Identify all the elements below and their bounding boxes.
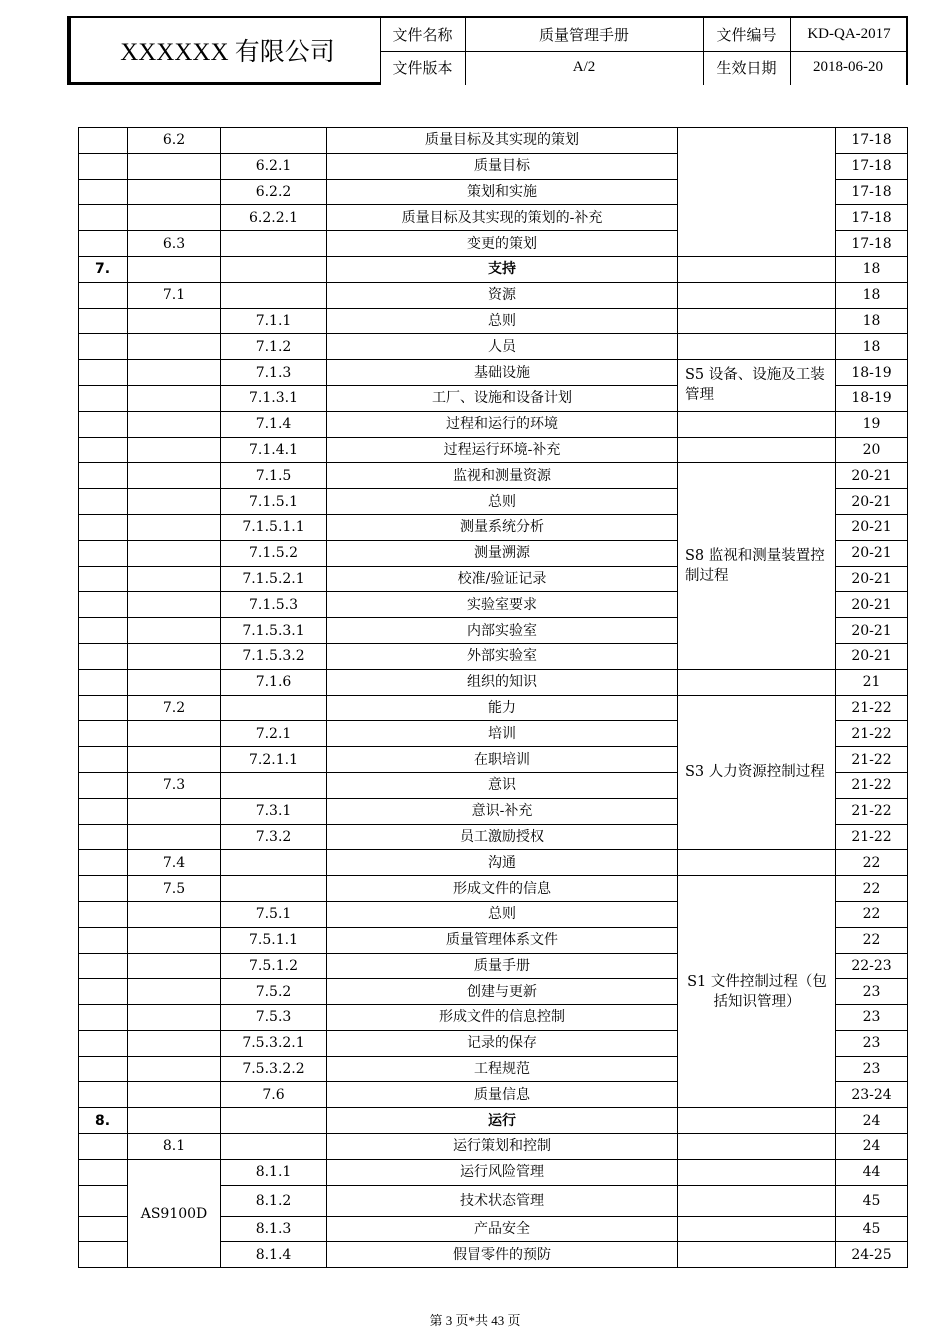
subsection-number: 8.1.2 [221,1185,327,1216]
section-number: 7.3 [128,772,221,798]
table-row [79,1159,908,1185]
version-label: 文件版本 [392,61,453,77]
section-title: 过程运行环境-补充 [327,437,678,463]
chapter-number [79,747,128,773]
section-number [128,669,221,695]
page-range: 20-21 [836,489,908,515]
section-title: 意识-补充 [327,798,678,824]
subsection-number: 7.2.1.1 [221,747,327,773]
section-number [128,385,221,411]
page-range: 21-22 [836,798,908,824]
section-title: 外部实验室 [327,643,678,669]
subsection-number: 6.2.2 [221,179,327,205]
chapter-number [79,901,128,927]
subsection-number: 7.6 [221,1082,327,1108]
subsection-number: 7.5.1.1 [221,927,327,953]
section-title: 质量目标及其实现的策划 [327,128,678,154]
section-title: 沟通 [327,850,678,876]
chapter-number [79,824,128,850]
table-row [79,850,908,876]
subsection-number: 7.1.6 [221,669,327,695]
header-rule [67,82,380,85]
section-number: 6.3 [128,231,221,257]
subsection-number: 7.1.1 [221,308,327,334]
page-range: 24 [836,1108,908,1134]
page-range: 20-21 [836,618,908,644]
page-range: 19 [836,411,908,437]
chapter-number [79,772,128,798]
procedure-reference [678,437,836,463]
document-header [67,16,908,85]
section-title: 基础设施 [327,360,678,386]
chapter-number [79,1185,128,1216]
page-range: 18 [836,334,908,360]
page-range: 17-18 [836,153,908,179]
section-number [128,979,221,1005]
subsection-number [221,850,327,876]
subsection-number: 7.5.3.2.2 [221,1056,327,1082]
section-title: 质量目标及其实现的策划的-补充 [327,205,678,231]
subsection-number: 7.5.3.2.1 [221,1030,327,1056]
chapter-number [79,1030,128,1056]
subsection-number: 6.2.2.1 [221,205,327,231]
subsection-number: 7.5.1 [221,901,327,927]
chapter-number [79,979,128,1005]
procedure-reference: S3 人力资源控制过程 [678,695,836,850]
section-title: 组织的知识 [327,669,678,695]
subsection-number: 7.5.1.2 [221,953,327,979]
table-row [79,411,908,437]
table-row [79,308,908,334]
section-number [128,540,221,566]
subsection-number: 7.1.4 [221,411,327,437]
chapter-number [79,876,128,902]
section-title: 资源 [327,282,678,308]
table-row [79,876,908,902]
table-row [79,437,908,463]
section-title: 形成文件的信息 [327,876,678,902]
page-footer: 第 3 页*共 43 页 [429,1313,521,1328]
chapter-number [79,463,128,489]
page-range: 22 [836,901,908,927]
section-title: 运行策划和控制 [327,1134,678,1160]
page-range: 18 [836,308,908,334]
procedure-reference [678,308,836,334]
procedure-reference: S1 文件控制过程（包括知识管理） [678,876,836,1108]
section-number [128,798,221,824]
page-range: 21-22 [836,695,908,721]
page-range: 21-22 [836,721,908,747]
subsection-number: 6.2.1 [221,153,327,179]
page-range: 21 [836,669,908,695]
section-title: 测量溯源 [327,540,678,566]
section-number [128,411,221,437]
section-number: 7.5 [128,876,221,902]
chapter-number [79,231,128,257]
procedure-reference [678,1134,836,1160]
page-range: 17-18 [836,128,908,154]
procedure-reference [678,1108,836,1134]
subsection-number [221,695,327,721]
subsection-number: 7.1.5.2 [221,540,327,566]
section-title: 记录的保存 [327,1030,678,1056]
section-title: 工程规范 [327,1056,678,1082]
chapter-number [79,1134,128,1160]
chapter-number [79,1005,128,1031]
section-title: 培训 [327,721,678,747]
section-title: 创建与更新 [327,979,678,1005]
subsection-number: 7.3.2 [221,824,327,850]
section-number [128,566,221,592]
chapter-number [79,128,128,154]
section-title: 总则 [327,308,678,334]
page-range: 22-23 [836,953,908,979]
page-range: 18 [836,256,908,282]
chapter-number [79,1056,128,1082]
procedure-reference: S5 设备、设施及工装管理 [678,360,836,412]
page-range: 18-19 [836,360,908,386]
chapter-number [79,385,128,411]
chapter-number [79,514,128,540]
section-number [128,643,221,669]
doc-no: KD-QA-2017 [807,26,891,42]
page-range: 22 [836,876,908,902]
page-range: 45 [836,1185,908,1216]
page-range: 22 [836,927,908,953]
page-range: 21-22 [836,824,908,850]
section-title: 总则 [327,489,678,515]
procedure-reference [678,1242,836,1268]
page-range: 17-18 [836,231,908,257]
chapter-number [79,489,128,515]
procedure-reference [678,334,836,360]
chapter-number [79,411,128,437]
section-number [128,334,221,360]
page-range: 21-22 [836,747,908,773]
table-row [79,128,908,154]
effective-label: 生效日期 [716,61,777,77]
subsection-number [221,1134,327,1160]
page-range: 23 [836,1030,908,1056]
page-range: 20-21 [836,514,908,540]
page-range: 45 [836,1216,908,1242]
page-range: 22 [836,850,908,876]
procedure-reference [678,850,836,876]
page-range: 23 [836,1056,908,1082]
section-title: 测量系统分析 [327,514,678,540]
subsection-number: 7.1.5.2.1 [221,566,327,592]
section-title: 策划和实施 [327,179,678,205]
page-range: 18 [836,282,908,308]
section-title: 员工激励授权 [327,824,678,850]
section-number [128,1108,221,1134]
chapter-number [79,721,128,747]
page-range: 20-21 [836,566,908,592]
subsection-number [221,282,327,308]
chapter-number [79,437,128,463]
subsection-number [221,128,327,154]
procedure-reference [678,669,836,695]
section-title: 质量手册 [327,953,678,979]
section-title: 工厂、设施和设备计划 [327,385,678,411]
subsection-number: 8.1.4 [221,1242,327,1268]
procedure-reference [678,1216,836,1242]
page-range: 24 [836,1134,908,1160]
section-title: 运行 [327,1108,678,1134]
chapter-number [79,308,128,334]
chapter-number [79,205,128,231]
subsection-number: 7.1.4.1 [221,437,327,463]
section-number [128,1005,221,1031]
section-number: 8.1 [128,1134,221,1160]
subsection-number: 8.1.1 [221,1159,327,1185]
table-row [79,334,908,360]
page-range: 17-18 [836,205,908,231]
contents-table [78,127,908,1268]
procedure-reference: S8 监视和测量装置控制过程 [678,463,836,669]
chapter-number [79,695,128,721]
doc-name-label: 文件名称 [392,28,453,44]
chapter-number [79,798,128,824]
chapter-number [79,153,128,179]
chapter-number [79,643,128,669]
doc-no-label: 文件编号 [716,28,777,44]
chapter-number [79,566,128,592]
section-title: 支持 [327,256,678,282]
procedure-reference [678,1185,836,1216]
procedure-reference [678,411,836,437]
page-range: 23-24 [836,1082,908,1108]
section-number [128,514,221,540]
section-number [128,618,221,644]
section-title: 运行风险管理 [327,1159,678,1185]
table-row [79,282,908,308]
subsection-number [221,1108,327,1134]
section-number [128,721,221,747]
subsection-number [221,231,327,257]
chapter-number [79,179,128,205]
subsection-number: 7.1.5.3 [221,592,327,618]
table-row [79,695,908,721]
section-number [128,205,221,231]
page-range: 20-21 [836,643,908,669]
standard-label: AS9100D [128,1159,221,1267]
section-title: 质量目标 [327,153,678,179]
page-range: 20 [836,437,908,463]
chapter-number: 8. [79,1108,128,1134]
chapter-number [79,360,128,386]
subsection-number: 7.1.5.3.2 [221,643,327,669]
table-row [79,463,908,489]
chapter-row [79,256,908,282]
section-title: 人员 [327,334,678,360]
section-title: 总则 [327,901,678,927]
chapter-number [79,282,128,308]
section-number [128,824,221,850]
section-number [128,1056,221,1082]
chapter-number: 7. [79,256,128,282]
subsection-number: 7.5.3 [221,1005,327,1031]
section-title: 形成文件的信息控制 [327,1005,678,1031]
subsection-number: 7.1.5 [221,463,327,489]
subsection-number [221,876,327,902]
section-number [128,437,221,463]
procedure-reference [678,128,836,257]
section-title: 意识 [327,772,678,798]
chapter-number [79,334,128,360]
subsection-number: 8.1.3 [221,1216,327,1242]
section-number [128,179,221,205]
section-number [128,953,221,979]
version: A/2 [572,59,596,75]
effective-date: 2018-06-20 [813,59,883,75]
chapter-row [79,1108,908,1134]
section-number: 6.2 [128,128,221,154]
procedure-reference [678,282,836,308]
section-title: 质量信息 [327,1082,678,1108]
chapter-number [79,669,128,695]
table-row [79,1134,908,1160]
table-row [79,669,908,695]
page-range: 20-21 [836,540,908,566]
chapter-number [79,540,128,566]
section-number [128,927,221,953]
section-number [128,1030,221,1056]
subsection-number [221,256,327,282]
procedure-reference [678,256,836,282]
chapter-number [79,850,128,876]
page-range: 18-19 [836,385,908,411]
section-title: 能力 [327,695,678,721]
subsection-number: 7.1.5.1.1 [221,514,327,540]
chapter-number [79,1216,128,1242]
subsection-number: 7.1.5.1 [221,489,327,515]
section-title: 监视和测量资源 [327,463,678,489]
page-range: 21-22 [836,772,908,798]
section-number [128,901,221,927]
subsection-number [221,772,327,798]
doc-name: 质量管理手册 [538,28,629,44]
section-number [128,489,221,515]
subsection-number: 7.3.1 [221,798,327,824]
chapter-number [79,618,128,644]
page-range: 44 [836,1159,908,1185]
section-number [128,1082,221,1108]
subsection-number: 7.5.2 [221,979,327,1005]
section-title: 实验室要求 [327,592,678,618]
subsection-number: 7.1.3 [221,360,327,386]
chapter-number [79,953,128,979]
chapter-number [79,1159,128,1185]
subsection-number: 7.1.3.1 [221,385,327,411]
page-range: 23 [836,979,908,1005]
subsection-number: 7.1.2 [221,334,327,360]
chapter-number [79,592,128,618]
section-title: 内部实验室 [327,618,678,644]
section-number [128,153,221,179]
procedure-reference [678,1159,836,1185]
page-range: 20-21 [836,463,908,489]
company-name: XXXXXX 有限公司 [120,39,335,66]
section-title: 变更的策划 [327,231,678,257]
section-number [128,360,221,386]
table-row [79,360,908,386]
section-title: 产品安全 [327,1216,678,1242]
section-number: 7.4 [128,850,221,876]
section-number: 7.1 [128,282,221,308]
section-number [128,256,221,282]
section-title: 过程和运行的环境 [327,411,678,437]
chapter-number [79,1242,128,1268]
section-number [128,592,221,618]
chapter-number [79,1082,128,1108]
page-range: 17-18 [836,179,908,205]
section-number [128,463,221,489]
subsection-number: 7.1.5.3.1 [221,618,327,644]
chapter-number [79,927,128,953]
page-range: 20-21 [836,592,908,618]
section-title: 假冒零件的预防 [327,1242,678,1268]
page-range: 23 [836,1005,908,1031]
section-title: 质量管理体系文件 [327,927,678,953]
section-number [128,308,221,334]
page-range: 24-25 [836,1242,908,1268]
section-title: 校准/验证记录 [327,566,678,592]
section-number [128,747,221,773]
subsection-number: 7.2.1 [221,721,327,747]
section-number: 7.2 [128,695,221,721]
section-title: 在职培训 [327,747,678,773]
section-title: 技术状态管理 [327,1185,678,1216]
